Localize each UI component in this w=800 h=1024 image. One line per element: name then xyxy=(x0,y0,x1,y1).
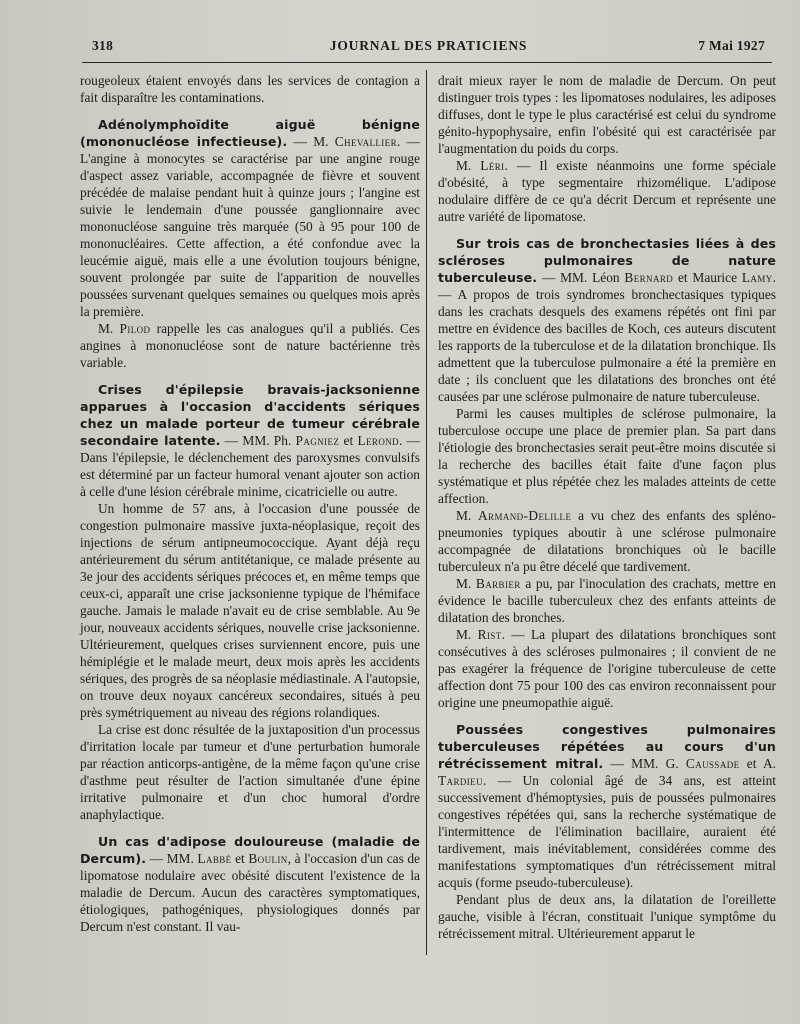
article-heading: Crises d'épilepsie bravais-jacksonienne apparues à l'occasion d'accidents sériques chez un malade porteur de tumeur cérébrale secondaire latente. xyxy=(80,382,420,448)
article-heading: Sur trois cas de bronchectasies liées à des scléroses pulmonaires de nature tuberculeuse. xyxy=(438,236,776,285)
article-paragraph: Poussées congestives pulmonaires tuberculeuses répétées au cours d'un rétrécissement mitral. — MM. G. Caussade et A. Tardieu. — Un colonial âgé de 34 ans, est atteint successivement d'hémoptysies, puis de poussées pulmonaires congestives répétées qui, sans la recherche systématique de l'intermittence de l'élimination bacillaire, auraient été tardivement, mais inévitablement, considérées comme des manifestations symptomatiques d'un rétrécissement mitral acquis (forme pseudo-tuberculeuse). xyxy=(438,722,776,890)
article-heading: Un cas d'adipose douloureuse (maladie de Dercum). xyxy=(80,834,420,866)
column-divider xyxy=(426,70,427,955)
author-name: Pilod xyxy=(119,321,151,336)
article-adipose xyxy=(80,833,420,935)
article-adenolymphoidite xyxy=(80,116,420,371)
author-name: Armand-Delille xyxy=(477,508,572,523)
right-column xyxy=(438,72,776,942)
article-paragraph: Sur trois cas de bronchectasies liées à des scléroses pulmonaires de nature tuberculeuse. — MM. Léon Bernard et Maurice Lamy. — A propos de trois syndromes bronchectasiques typiques dans les crachats desquels des examens répétés ont fini par mettre en évidence des bacilles de Koch, ces auteurs discutent les rapports de la tuberculose et de la dilatation bronchique. Ils admettent que la tuberculose pulmonaire a été la première en date ; ils concluent que les dilatations des bronches ont été causées par une sclérose pulmonaire de nature tuberculeuse. xyxy=(438,236,776,404)
article-paragraph: Adénolymphoïdite aiguë bénigne (mononucléose infectieuse). — M. Chevallier. — L'angine à monocytes se caractérise par une angine rouge d'aspect assez variable, accompagnée de fièvre et souvent précédée de malaise pendant huit à quinze jours ; l'angine est suivie le lendemain d'une poussée ganglionnaire avec mononucléose sanguine très marquée (50 à 95 pour 100 de mononucléaires. Cette affection, a été confondue avec la leucémie aiguë, mais elle a une évolution toujours bénigne, souvent prolongée par suite de l'apparition de nouvelles poussées survenant quelques semaines ou quelques mois après la première. xyxy=(80,117,420,319)
author-name: Chevallier xyxy=(334,134,397,149)
continuation-paragraph: drait mieux rayer le nom de maladie de Dercum. On peut distinguer trois types : les lipomatoses nodulaires, les adiposes diffuses, dont le type le plus caractérisé est celui du syndrome génito-hypophysaire, enfin l'obésité qui est caractérisée par l'augmentation du poids du corps. xyxy=(438,73,776,156)
article-heading: Poussées congestives pulmonaires tuberculeuses répétées au cours d'un rétrécissement mitral. xyxy=(438,722,776,771)
article-paragraph: La crise est donc résultée de la juxtaposition d'un processus d'irritation locale par tumeur et d'une perturbation humorale par réaction anticorps-antigène, de la même façon qu'une crise d'asthme peut résulter de l'action simultanée d'une épine irritative pulmonaire et d'un choc humoral d'ordre anaphylactique. xyxy=(80,722,420,822)
article-paragraph: Un cas d'adipose douloureuse (maladie de Dercum). — MM. Labbé et Boulin, à l'occasion d'un cas de lipomatose nodulaire avec obésité discutent l'existence de la maladie de Dercum. Aucun des caractères symptomatiques, étiologiques, pathogéniques, physiologiques donnés par Dercum n'est constant. Il vau- xyxy=(80,834,420,934)
author-name: Rist xyxy=(477,627,502,642)
header-rule xyxy=(82,62,772,63)
article-paragraph: Un homme de 57 ans, à l'occasion d'une poussée de congestion pulmonaire massive juxta-néoplasique, reçoit des injections de sérum antipneumococcique. Ayant déjà reçu antérieurement du sérum antitétanique, ce malade présente au 3e jour des accidents sériques précoces et, en même temps que ceux-ci, apparaît une crise jacksonienne typique de l'hémiface gauche. Jamais le malade n'avait eu de crise semblable. Au 9e jour, nouveaux accidents sériques, nouvelle crise jacksonienne. Ultérieurement, quelques crises surviennent encore, puis une hémiplégie et le malade meurt, deux mois après les accidents sériques, des progrès de sa néoplasie médiastinale. A l'autopsie, on trouve deux noyaux cancéreux secondaires, situés à peu près symétriquement au niveau des régions rolandiques. xyxy=(80,501,420,720)
author-name: Bernard xyxy=(624,270,674,285)
article-paragraph: Crises d'épilepsie bravais-jacksonienne apparues à l'occasion d'accidents sériques chez un malade porteur de tumeur cérébrale secondaire latente. — MM. Ph. Pagniez et Lerond. — Dans l'épilepsie, le déclenchement des paroxysmes convulsifs est déterminé par un facteur humoral venant ajouter son action à celle d'une lésion cérébrale minime, cicatricielle ou autre. xyxy=(80,382,421,499)
article-paragraph: Parmi les causes multiples de sclérose pulmonaire, la tuberculose occupe une place de premier plan. Sa part dans l'étiologie des bronchectasies serait peut-être moins discutée si la recherche des bacilles était faite d'une façon plus systématique et plus répétée chez les malades atteints de cette affection. xyxy=(438,406,776,506)
author-name: Pagniez xyxy=(295,433,340,448)
article-paragraph: M. Rist. — La plupart des dilatations bronchiques sont consécutives à des scléroses pulmonaires ; il convient de ne pas exagérer la fréquence de l'origine tuberculeuse de cette affection dont 75 pour 100 des cas environ reconnaissent pour origine une pneumopathie aiguë. xyxy=(438,627,776,710)
author-name: Léri xyxy=(480,158,505,173)
article-paragraph: M. Léri. — Il existe néanmoins une forme spéciale d'obésité, à type segmentaire rhizomélique. L'adipose nodulaire diffère de ce qu'a décrit Dercum et représente une autre variété de lipomatose. xyxy=(438,158,777,224)
continuation-paragraph: rougeoleux étaient envoyés dans les services de contagion a fait disparaître les contaminations. xyxy=(80,73,420,105)
article-heading: Adénolymphoïdite aiguë bénigne (mononucléose infectieuse). xyxy=(80,117,420,149)
author-name: Barbier xyxy=(475,576,521,591)
article-epilepsie xyxy=(80,381,420,823)
article-paragraph: M. Pilod rappelle les cas analogues qu'il a publiés. Ces angines à mononucléose sont de nature bactérienne très variable. xyxy=(80,321,420,370)
article-bronchectasies xyxy=(438,235,776,711)
article-paragraph: Pendant plus de deux ans, la dilatation de l'oreillette gauche, visible à l'écran, constituait l'unique symptôme du rétrécissement mitral. Ultérieurement apparut le xyxy=(438,892,776,941)
author-name: Caussade xyxy=(685,756,740,771)
author-name: Tardieu xyxy=(438,773,483,788)
journal-title: JOURNAL DES PRATICIENS xyxy=(329,38,528,53)
author-name: Lerond xyxy=(357,433,400,448)
running-header xyxy=(92,38,765,58)
left-column xyxy=(80,72,420,935)
article-paragraph: M. Barbier a pu, par l'inoculation des crachats, mettre en évidence le bacille tuberculeux chez des enfants atteints de dilatation des bronches. xyxy=(438,576,776,625)
author-name: Lamy xyxy=(741,270,773,285)
author-name: Labbé xyxy=(197,851,232,866)
author-name: Boulin xyxy=(248,851,288,866)
page-number: 318 xyxy=(92,38,114,53)
issue-date: 7 Mai 1927 xyxy=(698,38,765,53)
article-paragraph: M. Armand-Delille a vu chez des enfants des spléno-pneumonies typiques aboutir à une sclérose pulmonaire accompagnée de dilatations bronchiques où le bacille tuberculeux n'a pu être décelé que tardivement. xyxy=(438,508,776,574)
article-poussees-congestives xyxy=(438,721,776,942)
